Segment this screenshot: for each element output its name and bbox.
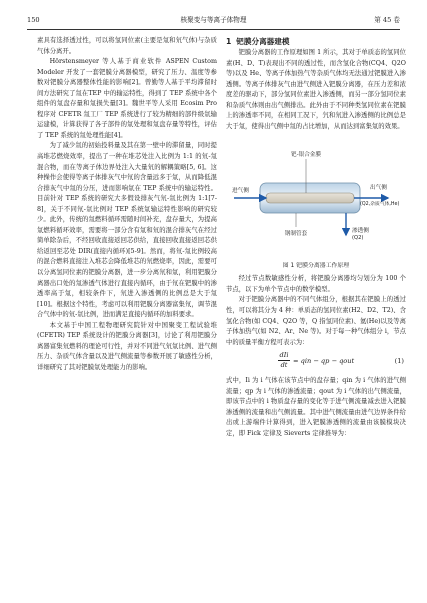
- section-heading: [226, 36, 406, 47]
- paragraph: 经过节点数敏感性分析，将钯膜分离器均匀划分为 100 个节点，以下为单个节点中的数学模型。: [226, 275, 406, 293]
- inlet-label: 进气侧: [232, 188, 249, 195]
- header-rule: [27, 29, 400, 30]
- equation-1: [226, 349, 406, 374]
- membrane-separator-diagram: [226, 135, 406, 259]
- paragraph: 钯膜分离器的工作原理如图 1 所示，其对于单质态的氢同位素(H、D、T)表现出不同的透过性，而含氢化合物(CQ4、Q2O 等)以及 He、等离子体加热气等杂质气体均无法通过钯膜进入渗透侧。等离子体排灰气由进气侧进入钯膜分离器，在压力差和浓度差的驱动下，部分氢同位素进入渗透侧，而另一部分氢同位素和杂质气体则由出气侧排出。此外由于不同种类氢同位素在钯膜上的渗透率不同，在相同工况下，氕和氘进入渗透侧的比例总是大于氚，使得出气侧中氚的占比增加，从而达到富集氚的效果。: [226, 49, 406, 130]
- pd-ag-membrane: [266, 193, 354, 203]
- journal-name: 核聚变与等离子体物理: [180, 16, 247, 24]
- equation-rhs: = qin − qp − qout: [293, 356, 355, 365]
- paragraph: 为了减少氚的初始投料量及其在第一壁中的滞留量，同时提高堆芯燃烧效率，提出了一种在堆芯处注入比例为 1:1 的氘-氚混合物，而在等离子体边界处注入大量氘的解耦策略[5, 6]。这种操作会使得等离子体排灰气中氘的含量远多于氚，从而降低混合排灰气中氚的分压，进而影响氚在 TEP 系统中的输运特性。目前针对 TEP 系统的研究大多假设排灰气氘-氚比例为 1:1[7-8]，关于不同氘-氚比例对 TEP 系统氚输运特性影响的研究较少。此外，传统的氚燃料循环需随时间补充，盘存量大，为提高氚燃料循环效率，需要将一部分含有氚和氘的混合排灰气在经过简单除杂后，不经回收直接返回芯供给，直接回收直接返回芯供给返回至芯处 DIR(直接内循环)[5-9]。然而，将氘-氚比例较高的混合燃料直接注入堆芯会降低堆芯的氘燃烧率，因此，需要可以分离氢同位素的钯膜分离器，进一步分离氘和氚，利用钯膜分离器出口处的氚渗透气体进行直接内循环，由于氘在钯膜中的渗透率高于氚，相较条件下，氘进入渗透侧的比例总是大于氚[10]。根据这个特性，考虑可以利用钯膜分离器富集氘，调节混合气体中的氘-氚比例，进而满足直接内循环的加料要求。: [37, 142, 217, 319]
- section-number: 1: [226, 37, 232, 46]
- paragraph: 对于钯膜分离器中的不同气体组分，根据其在钯膜上的透过性，可以将其分为 4 种：单质态的氢同位素(H2、D2、T2)、含氢化合物(如 CQ4、Q2O 等，Q 指氢同位素)、氦(He)以及等离子体加热气(如 N2、Ar、Ne 等)。对于每一种气体组分 i，节点中的质量平衡方程可表示为：: [226, 296, 406, 346]
- membrane-label: 钯-银合金膜: [291, 152, 321, 159]
- equation-number: (1): [394, 356, 404, 365]
- running-header: [27, 14, 400, 26]
- permeate-label-detail: (Q2): [352, 235, 364, 242]
- right-column: [226, 36, 406, 439]
- paragraph: 素具有选择透过性，可以将氢同位素(主要是氚和氘气体)与杂质气体分离开。: [37, 37, 217, 55]
- shell-label: 钢制管套: [284, 231, 308, 238]
- page-number: 150: [27, 16, 40, 24]
- left-column: [37, 36, 217, 374]
- paragraph: Hörstensmeyer 等人基于商业软件 ASPEN Custom Modeler 开发了一套钯膜分离器模型，研究了压力、温度等参数对钯膜分离器整体性能的影响[2]。曾勤等人基于平均滞留时间方法研究了氚在TEP 中的输运特性，得到了 TEP 系统中各个组件的氚盘存量和氚损失量[3]。魏世平等人采用 Ecosim Pro 程序对 CFETR 氚工厂 TEP 系统进行了较为精细的部件级氚输运建模，计算获得了各子部件的氚处理和氚盘存量等特性，评估了 TEP 系统的氚处理性能[4]。: [37, 58, 217, 139]
- paragraph: 式中，Ii 为 i 气体在该节点中的盘存量；qin 为 i 气体的进气侧流量；qp 为 i 气体的渗透流量；qout 为 i 气体的出气侧流量，即该节点中的 i 物质盘存量的变化等于进气侧流量减去进入钯膜渗透侧的流量和出气侧流量。其中进气侧流量由进气边界条件给出或上游端件计算得到，进入钯膜渗透侧的流量由该膜模块决定，即 Fick 定律及 Sieverts 定律推导为：: [226, 377, 406, 437]
- section-title: 钯膜分离器建模: [236, 37, 290, 46]
- figure-1: [226, 135, 406, 259]
- paragraph: 本文基于中国工程物理研究院针对中国聚变工程试验堆(CFETR) TEP 系统设计的钯膜分离器[3]，讨论了利用钯膜分离器富集氘燃料的理论可行性，并对不同进气氘氚比例、进气侧压力、杂质气体含量以及进气侧流量等参数开展了敏感性分析，详细研究了其对钯膜氚处理能力的影响。: [37, 321, 217, 371]
- outlet-label: 出气侧: [370, 185, 387, 192]
- outlet-label-detail: (Q2,杂质气体,He): [360, 202, 400, 208]
- equation-denominator: dt: [280, 361, 288, 370]
- volume-label: 第 45 卷: [374, 16, 400, 24]
- figure-caption: 图 1 钯膜分离器工作原理: [282, 263, 350, 270]
- permeate-label: 渗透侧: [352, 228, 369, 235]
- equation-numerator: dIi: [279, 351, 289, 360]
